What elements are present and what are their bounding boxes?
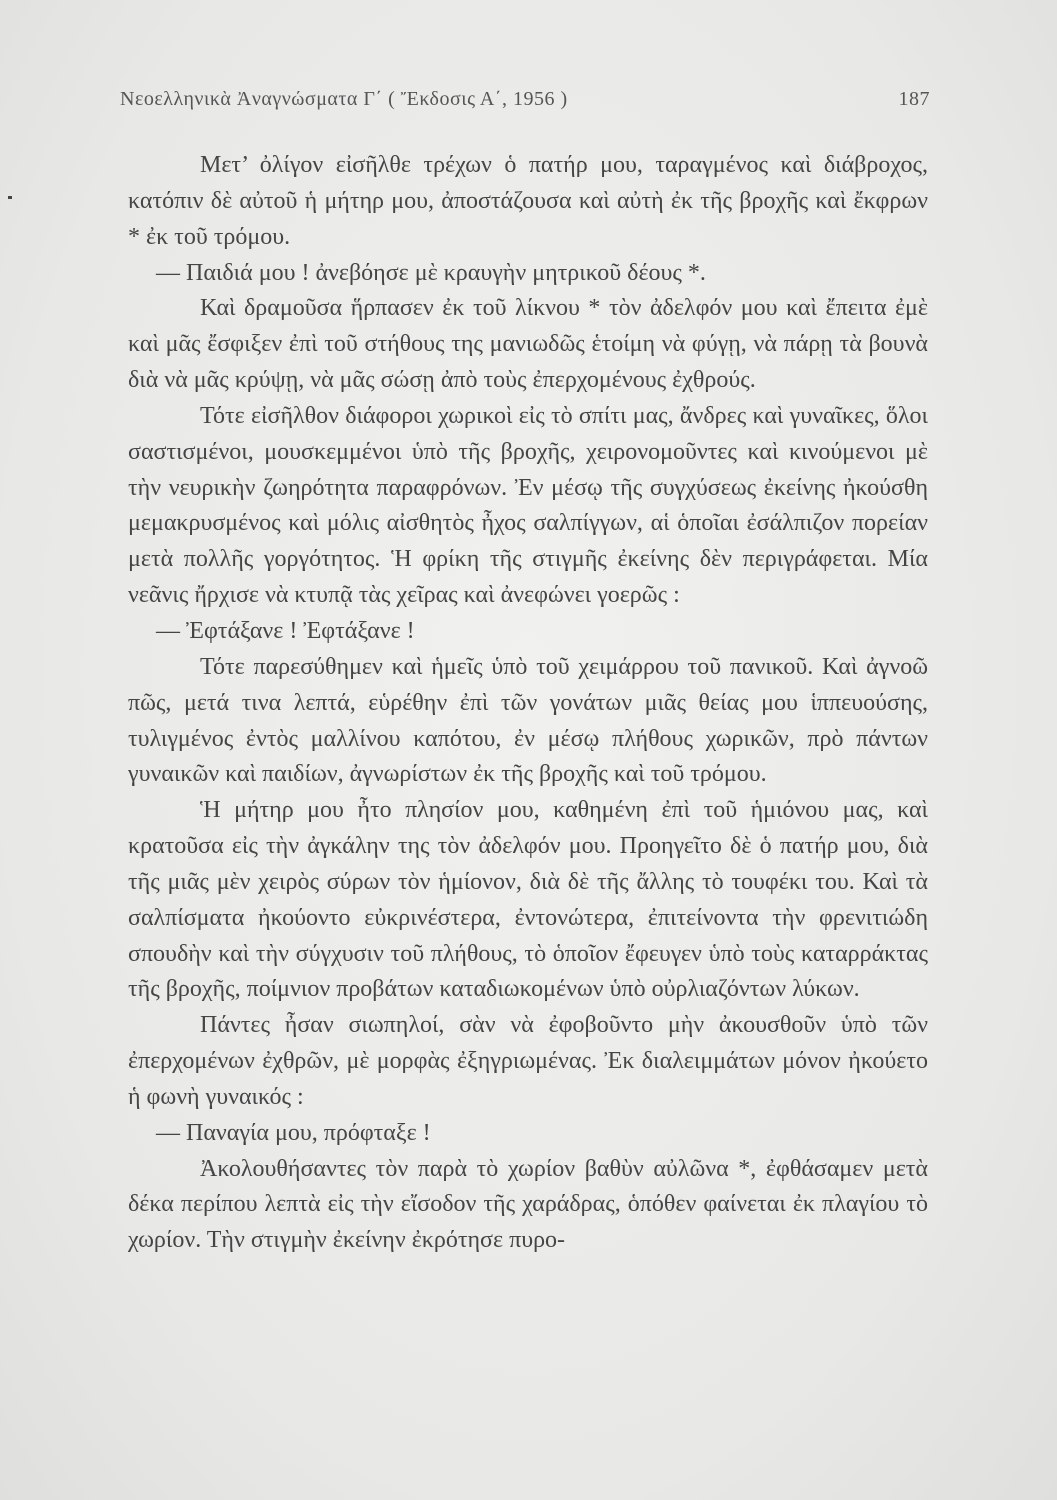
paragraph: Τότε εἰσῆλθον διάφοροι χωρικοὶ εἰς τὸ σπίτι μας, ἄνδρες καὶ γυναῖκες, ὅλοι σαστισμένοι, μουσκεμμένοι ὑπὸ τῆς βροχῆς, χειρονομοῦντες καὶ κινούμενοι μὲ τὴν νευρικὴν ζωηρότητα παραφρόνων. Ἐν μέσῳ τῆς συγχύσεως ἐκείνης ἠκούσθη μεμακρυσμένος καὶ μόλις αἰσθητὸς ἦχος σαλπίγγων, αἱ ὁποῖαι ἐσάλπιζον πορείαν μετὰ πολλῆς γοργότητος. Ἡ φρίκη τῆς στιγμῆς ἐκείνης δὲν περιγράφεται. Μία νεᾶνις ἤρχισε νὰ κτυπᾷ τὰς χεῖρας καὶ ἀνεφώνει γοερῶς :: [128, 402, 928, 609]
margin-speck: [8, 196, 12, 199]
running-header: [120, 88, 930, 118]
paragraph: Ἀκολουθήσαντες τὸν παρὰ τὸ χωρίον βαθὺν αὐλῶνα *, ἐφθάσαμεν μετὰ δέκα περίπου λεπτὰ εἰς τὴν εἴσοδον τῆς χαράδρας, ὁπόθεν φαίνεται ἐκ πλαγίου τὸ χωρίον. Τὴν στιγμὴν ἐκείνην ἐκρότησε πυρο-: [128, 1155, 928, 1254]
source-title: Νεοελληνικὰ Ἀναγνώσματα Γ΄ ( Ἔκδοσις Α΄, 1956 ): [120, 88, 568, 110]
paragraph: Ἡ μήτηρ μου ἦτο πλησίον μου, καθημένη ἐπὶ τοῦ ἡμιόνου μας, καὶ κρατοῦσα εἰς τὴν ἀγκάλην της τὸν ἀδελφόν μου. Προηγεῖτο δὲ ὁ πατήρ μου, διὰ τῆς μιᾶς μὲν χειρὸς σύρων τὸν ἡμίονον, διὰ δὲ τῆς ἄλλης τὸ τουφέκι του. Καὶ τὰ σαλπίσματα ἠκούοντο εὐκρινέστερα, ἐντονώτερα, ἐπιτείνοντα τὴν φρενιτιώδη σπουδὴν καὶ τὴν σύγχυσιν τοῦ πλήθους, τὸ ὁποῖον ἔφευγεν ὑπὸ τοὺς καταρράκτας τῆς βροχῆς, ποίμνιον προβάτων καταδιωκομένων ὑπὸ οὐρλιαζόντων λύκων.: [128, 797, 928, 1003]
paragraph: Καὶ δραμοῦσα ἥρπασεν ἐκ τοῦ λίκνου * τὸν ἀδελφόν μου καὶ ἔπειτα ἐμὲ καὶ μᾶς ἔσφιξεν ἐπὶ τοῦ στήθους της μανιωδῶς ἑτοίμη νὰ φύγῃ, νὰ πάρῃ τὰ βουνὰ διὰ νὰ μᾶς κρύψῃ, νὰ μᾶς σώσῃ ἀπὸ τοὺς ἐπερχομένους ἐχθρούς.: [128, 295, 928, 394]
page-number: 187: [898, 88, 930, 110]
paragraph: Πάντες ἦσαν σιωπηλοί, σὰν νὰ ἐφοβοῦντο μὴν ἀκουσθοῦν ὑπὸ τῶν ἐπερχομένων ἐχθρῶν, μὲ μορφὰς ἐξηγριωμένας. Ἐκ διαλειμμάτων μόνον ἠκούετο ἡ φωνὴ γυναικός :: [128, 1012, 928, 1110]
dialogue-line: — Ἐφτάξανε ! Ἐφτάξανε !: [156, 617, 415, 644]
body-text: [128, 148, 928, 1259]
dialogue-line: — Παναγία μου, πρόφταξε !: [156, 1119, 431, 1146]
dialogue-line: — Παιδιά μου ! ἀνεβόησε μὲ κραυγὴν μητρικοῦ δέους *.: [156, 259, 706, 286]
paragraph: Τότε παρεσύθημεν καὶ ἡμεῖς ὑπὸ τοῦ χειμάρρου τοῦ πανικοῦ. Καὶ ἀγνοῶ πῶς, μετά τινα λεπτά, εὑρέθην ἐπὶ τῶν γονάτων μιᾶς θείας μου ἱππευούσης, τυλιγμένος ἐντὸς μαλλίνου καπότου, ἐν μέσῳ πλήθους χωρικῶν, πρὸ πάντων γυναικῶν καὶ παιδίων, ἀγνωρίστων ἐκ τῆς βροχῆς καὶ τοῦ τρόμου.: [128, 653, 928, 788]
paragraph: Μετ’ ὀλίγον εἰσῆλθε τρέχων ὁ πατήρ μου, ταραγμένος καὶ διάβροχος, κατόπιν δὲ αὐτοῦ ἡ μήτηρ μου, ἀποστάζουσα καὶ αὐτὴ ἐκ τῆς βροχῆς καὶ ἔκφρων * ἐκ τοῦ τρόμου.: [128, 152, 928, 250]
